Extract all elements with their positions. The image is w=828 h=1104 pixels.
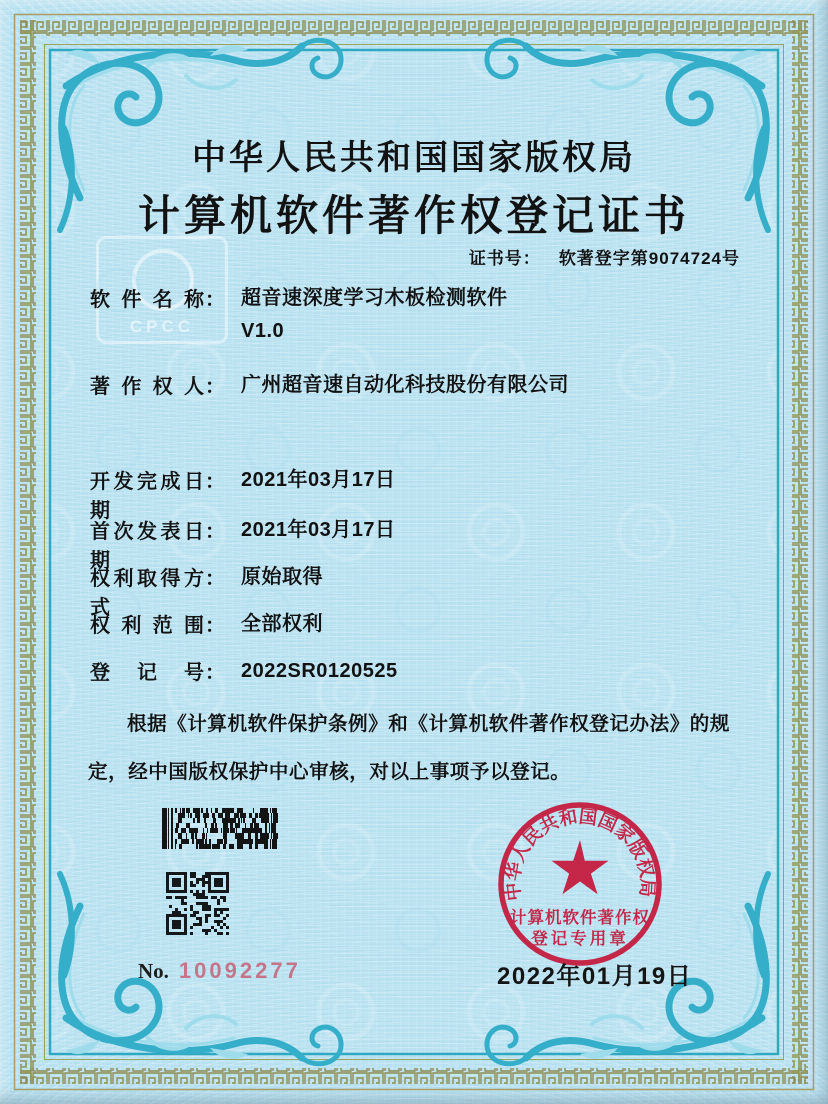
field-colon: ： [205, 615, 225, 637]
meander-border-left [20, 20, 36, 1084]
field-colon: ： [205, 568, 225, 590]
field-value: 2021年03月17日 [241, 469, 396, 491]
seal-line1: 计算机软件著作权 [510, 909, 650, 927]
field-colon: ： [205, 521, 225, 543]
field-label: 权利取得方式 [90, 568, 204, 619]
field-rights-scope [90, 609, 323, 641]
serial-number-line [138, 958, 301, 984]
software-version: V1.0 [241, 320, 285, 342]
software-name-line1: 超音速深度学习木板检测软件 [241, 287, 508, 309]
field-colon: ： [205, 662, 225, 684]
certificate-number-line [0, 244, 740, 269]
official-seal [488, 792, 672, 976]
field-value: 原始取得 [241, 566, 323, 588]
field-value: 2022SR0120525 [241, 660, 398, 682]
seal-line2: 登记专用章 [531, 930, 629, 948]
qr-code [166, 872, 229, 935]
field-value: 2021年03月17日 [241, 519, 396, 541]
field-label: 著作权人 [90, 376, 204, 398]
authority-title: 中华人民共和国国家版权局 [192, 139, 636, 177]
certificate-number-label: 证书号： [468, 249, 541, 268]
registration-statement: 根据《计算机软件保护条例》和《计算机软件著作权登记办法》的规定，经中国版权保护中心审核，对以上事项予以登记。 [88, 713, 731, 783]
serial-number: 10092277 [178, 958, 301, 983]
field-copyright-owner [90, 370, 569, 402]
field-label: 开发完成日期 [90, 471, 204, 522]
barcode [162, 808, 282, 849]
field-colon: ： [205, 376, 225, 398]
serial-prefix: No. [138, 959, 169, 983]
seal-star-icon [552, 840, 609, 894]
field-value: 广州超音速自动化科技股份有限公司 [241, 374, 569, 396]
field-software-name [90, 283, 508, 348]
field-colon: ： [205, 471, 225, 493]
meander-border-top [20, 20, 808, 36]
certificate-title: 计算机软件著作权登记证书 [137, 192, 690, 239]
seal-ring-text: 中华人民共和国国家版权局 [501, 805, 659, 902]
field-value [241, 282, 508, 348]
field-label: 登记号 [90, 662, 204, 684]
field-label: 软件名称 [90, 289, 204, 311]
field-colon: ： [205, 289, 225, 311]
meander-border-right [792, 20, 808, 1084]
field-label: 权利范围 [90, 615, 204, 637]
certificate-number-value: 软著登字第9074724号 [558, 249, 740, 268]
field-label: 首次发表日期 [90, 521, 204, 572]
field-registration-number [90, 656, 398, 688]
meander-border-bottom [20, 1068, 808, 1084]
field-value: 全部权利 [241, 613, 323, 635]
issue-date: 2022年01月19日 [497, 963, 693, 990]
